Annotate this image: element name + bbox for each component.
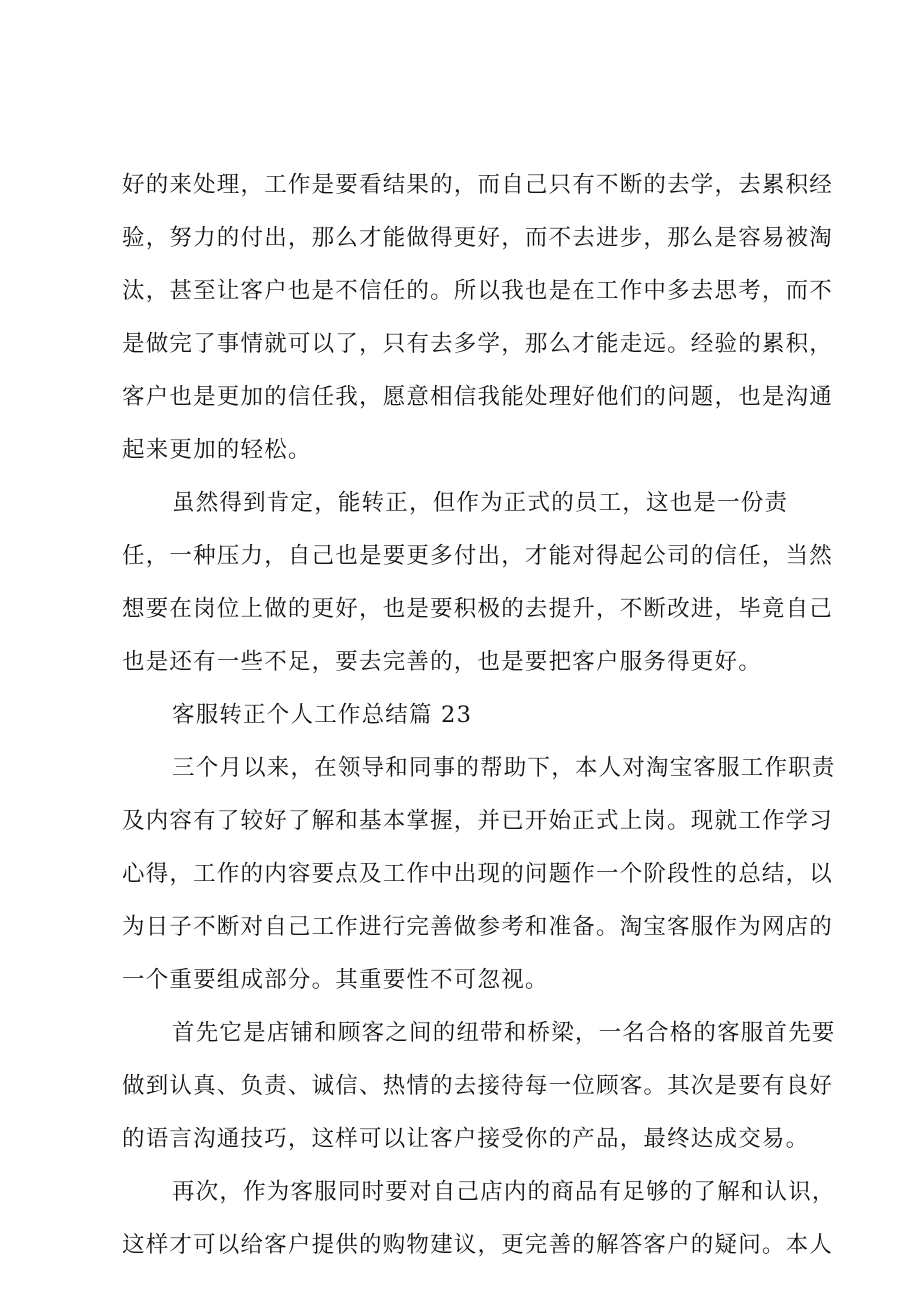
paragraph-line: 心得，工作的内容要点及工作中出现的问题作一个阶段性的总结，以 — [122, 861, 834, 887]
section-heading: 客服转正个人工作总结篇 23 — [172, 702, 473, 728]
paragraph-line: 验，努力的付出，那么才能做得更好，而不去进步，那么是容易被淘 — [122, 225, 834, 251]
paragraph-line: 及内容有了较好了解和基本掌握，并已开始正式上岗。现就工作学习 — [122, 808, 834, 834]
paragraph-line: 的语言沟通技巧，这样可以让客户接受你的产品，最终达成交易。 — [122, 1126, 810, 1152]
paragraph-line: 任，一种压力，自己也是要更多付出，才能对得起公司的信任，当然 — [122, 543, 834, 569]
paragraph-line: 做到认真、负责、诚信、热情的去接待每一位顾客。其次是要有良好 — [122, 1073, 834, 1099]
paragraph-line: 再次，作为客服同时要对自己店内的商品有足够的了解和认识， — [172, 1179, 836, 1205]
paragraph-line: 虽然得到肯定，能转正，但作为正式的员工，这也是一份责 — [172, 490, 789, 516]
paragraph-line: 也是还有一些不足，要去完善的，也是要把客户服务得更好。 — [122, 649, 762, 675]
paragraph-line: 汰，甚至让客户也是不信任的。所以我也是在工作中多去思考，而不 — [122, 278, 834, 304]
paragraph-line: 三个月以来，在领导和同事的帮助下，本人对淘宝客服工作职责 — [172, 755, 836, 781]
paragraph-line: 是做完了事情就可以了，只有去多学，那么才能走远。经验的累积， — [122, 331, 834, 357]
paragraph-line: 这样才可以给客户提供的购物建议，更完善的解答客户的疑问。本人 — [122, 1232, 834, 1258]
paragraph-line: 想要在岗位上做的更好，也是要积极的去提升，不断改进，毕竟自己 — [122, 596, 834, 622]
paragraph-line: 一个重要组成部分。其重要性不可忽视。 — [122, 967, 549, 993]
paragraph-line: 好的来处理，工作是要看结果的，而自己只有不断的去学，去累积经 — [122, 172, 834, 198]
paragraph-line: 客户也是更加的信任我，愿意相信我能处理好他们的问题，也是沟通 — [122, 384, 834, 410]
paragraph-line: 首先它是店铺和顾客之间的纽带和桥梁，一名合格的客服首先要 — [172, 1020, 836, 1046]
paragraph-line: 为日子不断对自己工作进行完善做参考和准备。淘宝客服作为网店的 — [122, 914, 834, 940]
paragraph-line: 起来更加的轻松。 — [122, 437, 312, 463]
